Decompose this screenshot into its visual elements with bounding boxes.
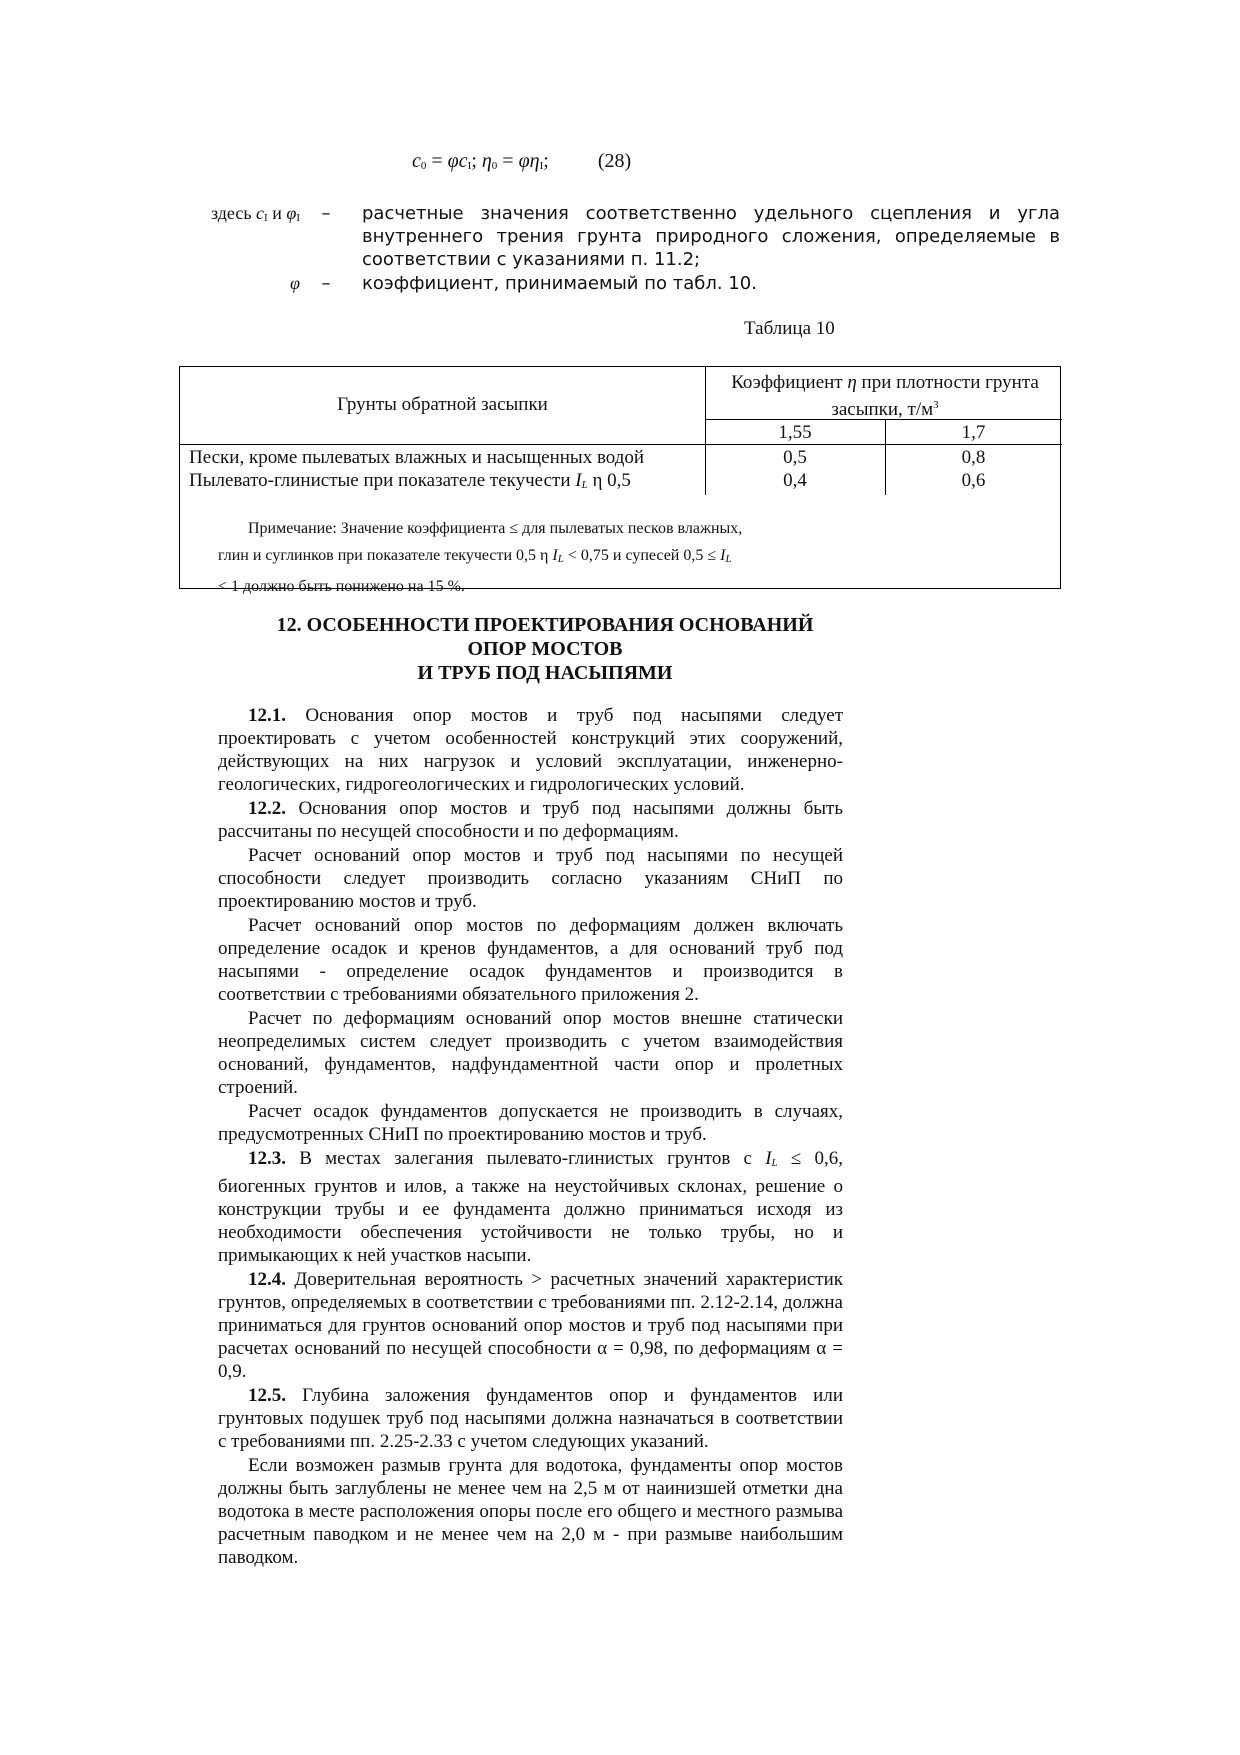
table-row-2-value-1: 0,4 <box>783 470 807 491</box>
section-heading-line-1: 12. ОСОБЕННОСТИ ПРОЕКТИРОВАНИЯ ОСНОВАНИЙ <box>276 614 814 636</box>
definition-symbol: здесь $c_I$ и $\varphi_I$ <box>210 203 300 224</box>
table-note <box>218 515 858 600</box>
paragraph: Расчет по деформациям оснований опор мостов внешне статически неопределимых систем следует производить с учетом взаимодействия оснований, фундаментов, надфундаментной части опор и пролетных строений. <box>218 1008 843 1098</box>
section-heading-line-2: ОПОР МОСТОВ <box>467 638 623 660</box>
table-header-density-1: 1,55 <box>778 422 812 443</box>
paragraph: Расчет осадок фундаментов допускается не производить в случаях, предусмотренных СНиП по проектированию мостов и труб. <box>218 1101 843 1145</box>
definition-text: коэффициент, принимаемый по табл. 10. <box>362 273 757 294</box>
table-row-1-value-1: 0,5 <box>783 447 807 468</box>
table-10 <box>179 366 1061 595</box>
section-heading <box>225 613 865 685</box>
definition-symbol: φ <box>290 273 300 293</box>
formula-c0: c <box>412 150 421 172</box>
table-caption: Таблица 10 <box>744 318 835 339</box>
paragraph-12-5: 12.5. Глубина заложения фундаментов опор и фундаментов или грунтовых подушек труб под насыпями должна назначаться в соответствии с требованиями пп. 2.25-2.33 с учетом следующих указаний. <box>218 1385 843 1452</box>
table-row-2-soil: Пылевато-глинистые при показателе текучести $I_L$ η 0,5 <box>189 470 631 491</box>
table-header-density-2: 1,7 <box>961 422 986 443</box>
definition-text: расчетные значения соответственно удельного сцепления и угла внутреннего трения грунта природного сложения, определяемые в соответствии с указаниями п. 11.2; <box>362 203 1060 270</box>
definition-dash: – <box>321 273 331 294</box>
paragraph: Расчет оснований опор мостов по деформациям должен включать определение осадок и кренов фундаментов, а для оснований труб под насыпями - определение осадок фундаментов и производится в соответствии с требованиями обязательного приложения 2. <box>218 915 843 1005</box>
paragraph-12-2: 12.2. Основания опор мостов и труб под насыпями должны быть рассчитаны по несущей способности и по деформациям. <box>218 798 843 842</box>
table-row-1-soil: Пески, кроме пылеватых влажных и насыщенных водой <box>189 447 645 468</box>
paragraph: Если возможен размыв грунта для водотока, фундаменты опор мостов должны быть заглублены не менее чем на 2,5 м от наинизшей отметки дна водотока в месте расположения опоры после его общего и местного размыва расчетным паводком и не менее чем на 2,0 м - при размыве наибольшим паводком. <box>218 1455 843 1568</box>
table-row-2-value-2: 0,6 <box>961 470 986 491</box>
table-note-line-2: глин и суглинков при показателе текучести 0,5 η $I_L < 0,75$ и супесей $0,5 \le I_L$ <box>218 547 732 565</box>
table-header-coefficient: Коэффициент η при плотности грунта засыпки, $т/м^3$ <box>731 372 1039 420</box>
paragraph-12-4: 12.4. Доверительная вероятность > расчетных значений характеристик грунтов, определяемых в соответствии с требованиями пп. 2.12-2.14, должна приниматься для грунтов оснований опор мостов и труб под насыпями при расчетах оснований по несущей способности α = 0,98, по деформациям α = 0,9. <box>218 1269 843 1382</box>
paragraph: Расчет оснований опор мостов и труб под насыпями по несущей способности следует производить согласно указаниям СНиП по проектированию мостов и труб. <box>218 845 843 912</box>
paragraph-12-3: 12.3. В местах залегания пылевато-глинистых грунтов с $I_L \le 0,6$, биогенных грунтов и илов, а также на неустойчивых склонах, решение о конструкции трубы и ее фундамента должно приниматься исходя из необходимости обеспечения устойчивости не только трубы, но и примыкающих к ней участков насыпи. <box>218 1148 843 1266</box>
table-row-1-value-2: 0,8 <box>961 447 986 468</box>
table-header-soils: Грунты обратной засыпки <box>337 394 548 415</box>
table-note-line-1: Примечание: Значение коэффициента ≤ для пылеватых песков влажных, <box>248 520 743 537</box>
formula-number: (28) <box>597 150 632 172</box>
section-heading-line-3: И ТРУБ ПОД НАСЫПЯМИ <box>417 662 673 684</box>
definition-dash: – <box>321 203 331 224</box>
section-body <box>218 704 843 1570</box>
paragraph-12-1: 12.1. Основания опор мостов и труб под насыпями следует проектировать с учетом особенностей конструкций этих сооружений, действующих на них нагрузок и условий эксплуатации, инженерно-геологических, гидрогеологических и гидрологических условий. <box>218 705 843 795</box>
formula-28: $c_0 = \varphi c_I$; $\eta_0 = \varphi\eta_I$; (28) <box>412 150 632 172</box>
table-note-line-3: < 1 должно быть понижено на 15 %. <box>218 578 465 595</box>
